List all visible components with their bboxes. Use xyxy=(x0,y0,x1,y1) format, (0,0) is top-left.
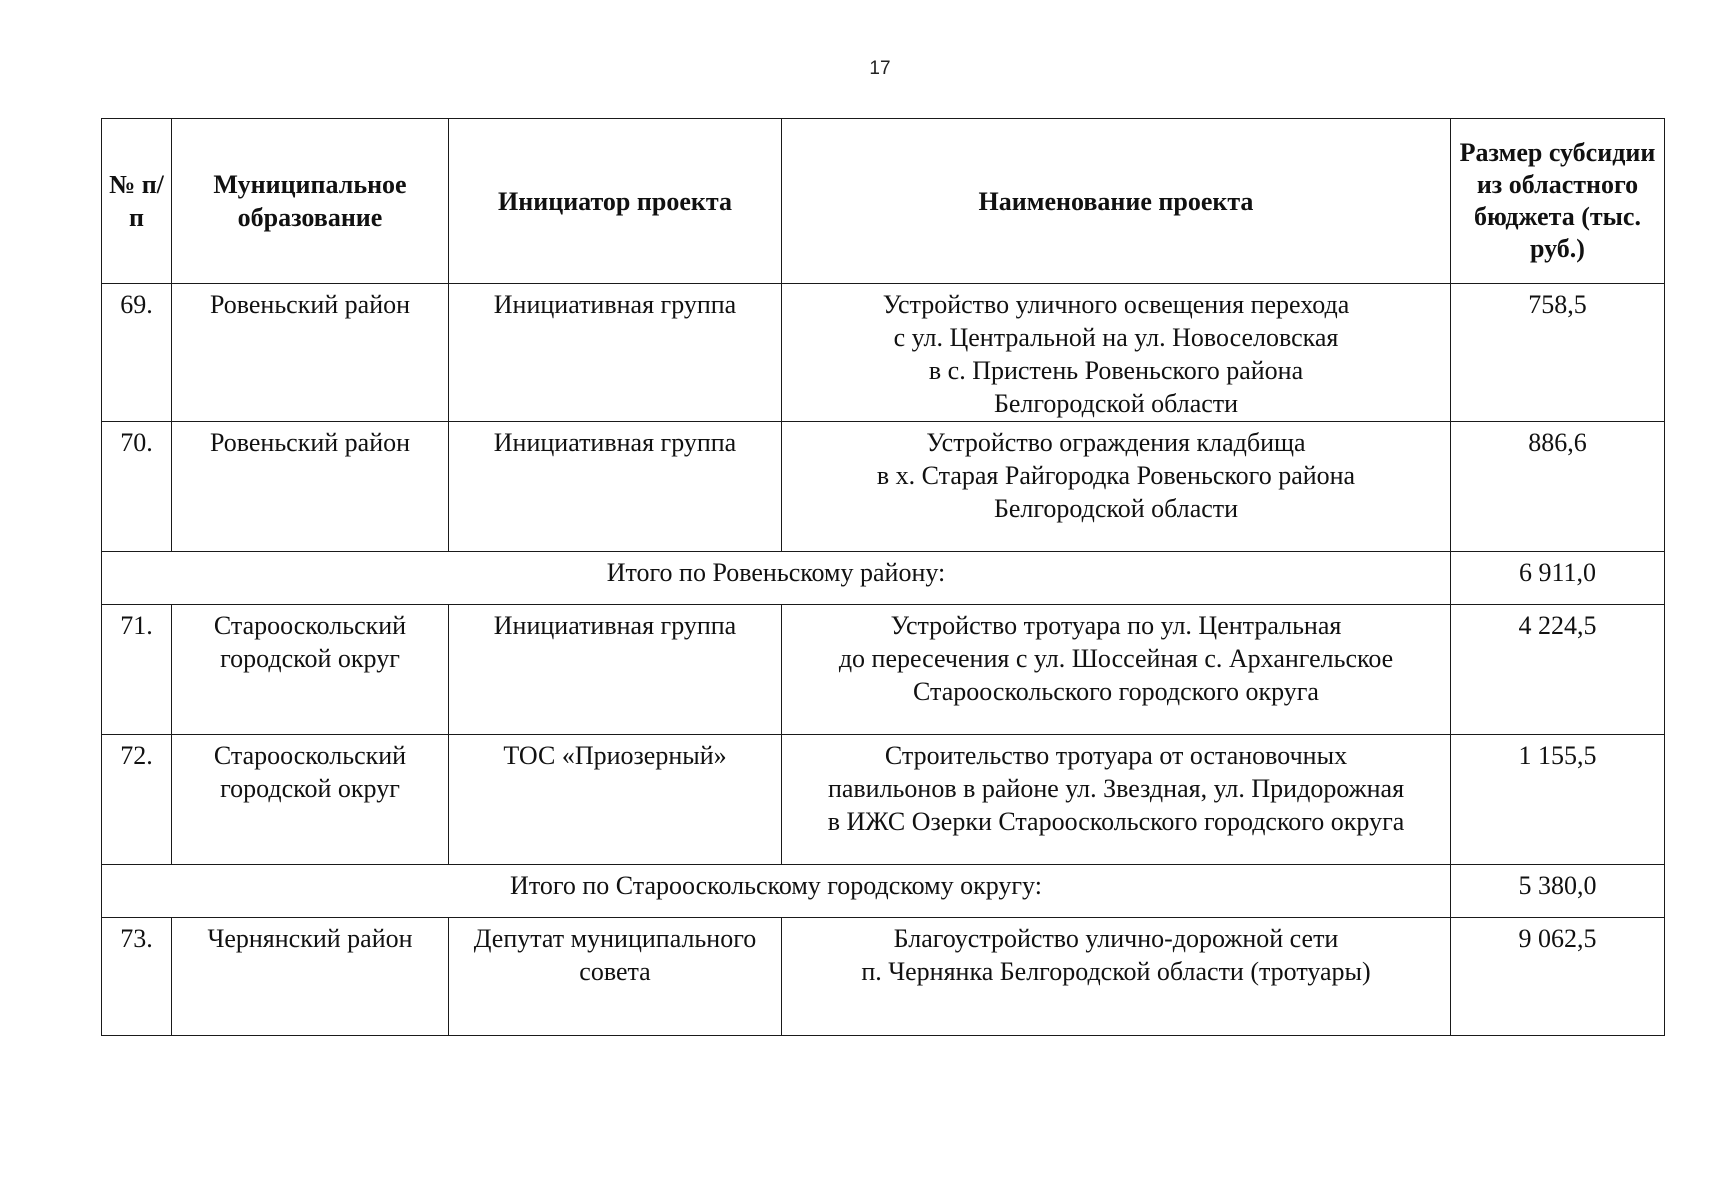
table-row xyxy=(102,735,1665,865)
subtotal-label: Итого по Ровеньскому району: xyxy=(102,552,1451,605)
subsidy-table xyxy=(101,118,1665,1036)
header-municipality: Муниципальное образование xyxy=(172,119,449,284)
row-amount: 886,6 xyxy=(1451,422,1665,552)
row-project xyxy=(782,284,1451,422)
row-project xyxy=(782,918,1451,1036)
row-project xyxy=(782,422,1451,552)
row-municipality: Чернянский район xyxy=(172,918,449,1036)
project-line: Устройство уличного освещения перехода xyxy=(882,290,1350,319)
row-municipality: Ровеньский район xyxy=(172,284,449,422)
subtotal-label: Итого по Старооскольскому городскому округу: xyxy=(102,865,1451,918)
table-row xyxy=(102,284,1665,422)
row-amount: 4 224,5 xyxy=(1451,605,1665,735)
header-project: Наименование проекта xyxy=(782,119,1451,284)
subtotal-row xyxy=(102,865,1665,918)
page-number: 17 xyxy=(869,58,891,79)
row-number: 73. xyxy=(102,918,172,1036)
row-initiator: Инициативная группа xyxy=(449,284,782,422)
table-row xyxy=(102,918,1665,1036)
row-number: 72. xyxy=(102,735,172,865)
project-line: Старооскольского городского округа xyxy=(913,677,1319,706)
project-line: до пересечения с ул. Шоссейная с. Архангельское xyxy=(838,644,1394,673)
row-municipality: Старооскольский городской округ xyxy=(172,605,449,735)
row-initiator: Инициативная группа xyxy=(449,422,782,552)
row-initiator: Депутат муниципального совета xyxy=(449,918,782,1036)
project-line: с ул. Центральной на ул. Новоселовская xyxy=(893,323,1339,352)
project-line: Белгородской области xyxy=(993,389,1239,418)
project-line: в с. Пристень Ровеньского района xyxy=(928,356,1304,385)
row-number: 70. xyxy=(102,422,172,552)
project-line: в ИЖС Озерки Старооскольского городского округа xyxy=(827,807,1405,836)
subtotal-value: 6 911,0 xyxy=(1451,552,1665,605)
subtotal-row xyxy=(102,552,1665,605)
table-row xyxy=(102,605,1665,735)
header-amount: Размер субсидии из областного бюджета (тыс. руб.) xyxy=(1451,119,1665,284)
row-project xyxy=(782,605,1451,735)
project-line: Устройство тротуара по ул. Центральная xyxy=(890,611,1342,640)
project-line: Благоустройство улично-дорожной сети xyxy=(893,924,1339,953)
row-number: 71. xyxy=(102,605,172,735)
header-initiator: Инициатор проекта xyxy=(449,119,782,284)
row-number: 69. xyxy=(102,284,172,422)
project-line: павильонов в районе ул. Звездная, ул. Придорожная xyxy=(827,774,1405,803)
project-line: п. Чернянка Белгородской области (тротуары) xyxy=(861,957,1371,986)
row-municipality: Ровеньский район xyxy=(172,422,449,552)
row-amount: 1 155,5 xyxy=(1451,735,1665,865)
project-line: в х. Старая Райгородка Ровеньского района xyxy=(876,461,1356,490)
project-line: Устройство ограждения кладбища xyxy=(926,428,1306,457)
row-project xyxy=(782,735,1451,865)
subsidy-table-container xyxy=(101,118,1664,1028)
row-municipality: Старооскольский городской округ xyxy=(172,735,449,865)
subtotal-value: 5 380,0 xyxy=(1451,865,1665,918)
table-row xyxy=(102,422,1665,552)
row-initiator: ТОС «Приозерный» xyxy=(449,735,782,865)
project-line: Строительство тротуара от остановочных xyxy=(884,741,1348,770)
header-num: № п/п xyxy=(102,119,172,284)
row-amount: 758,5 xyxy=(1451,284,1665,422)
project-line: Белгородской области xyxy=(993,494,1239,523)
table-header-row xyxy=(102,119,1665,284)
row-amount: 9 062,5 xyxy=(1451,918,1665,1036)
row-initiator: Инициативная группа xyxy=(449,605,782,735)
